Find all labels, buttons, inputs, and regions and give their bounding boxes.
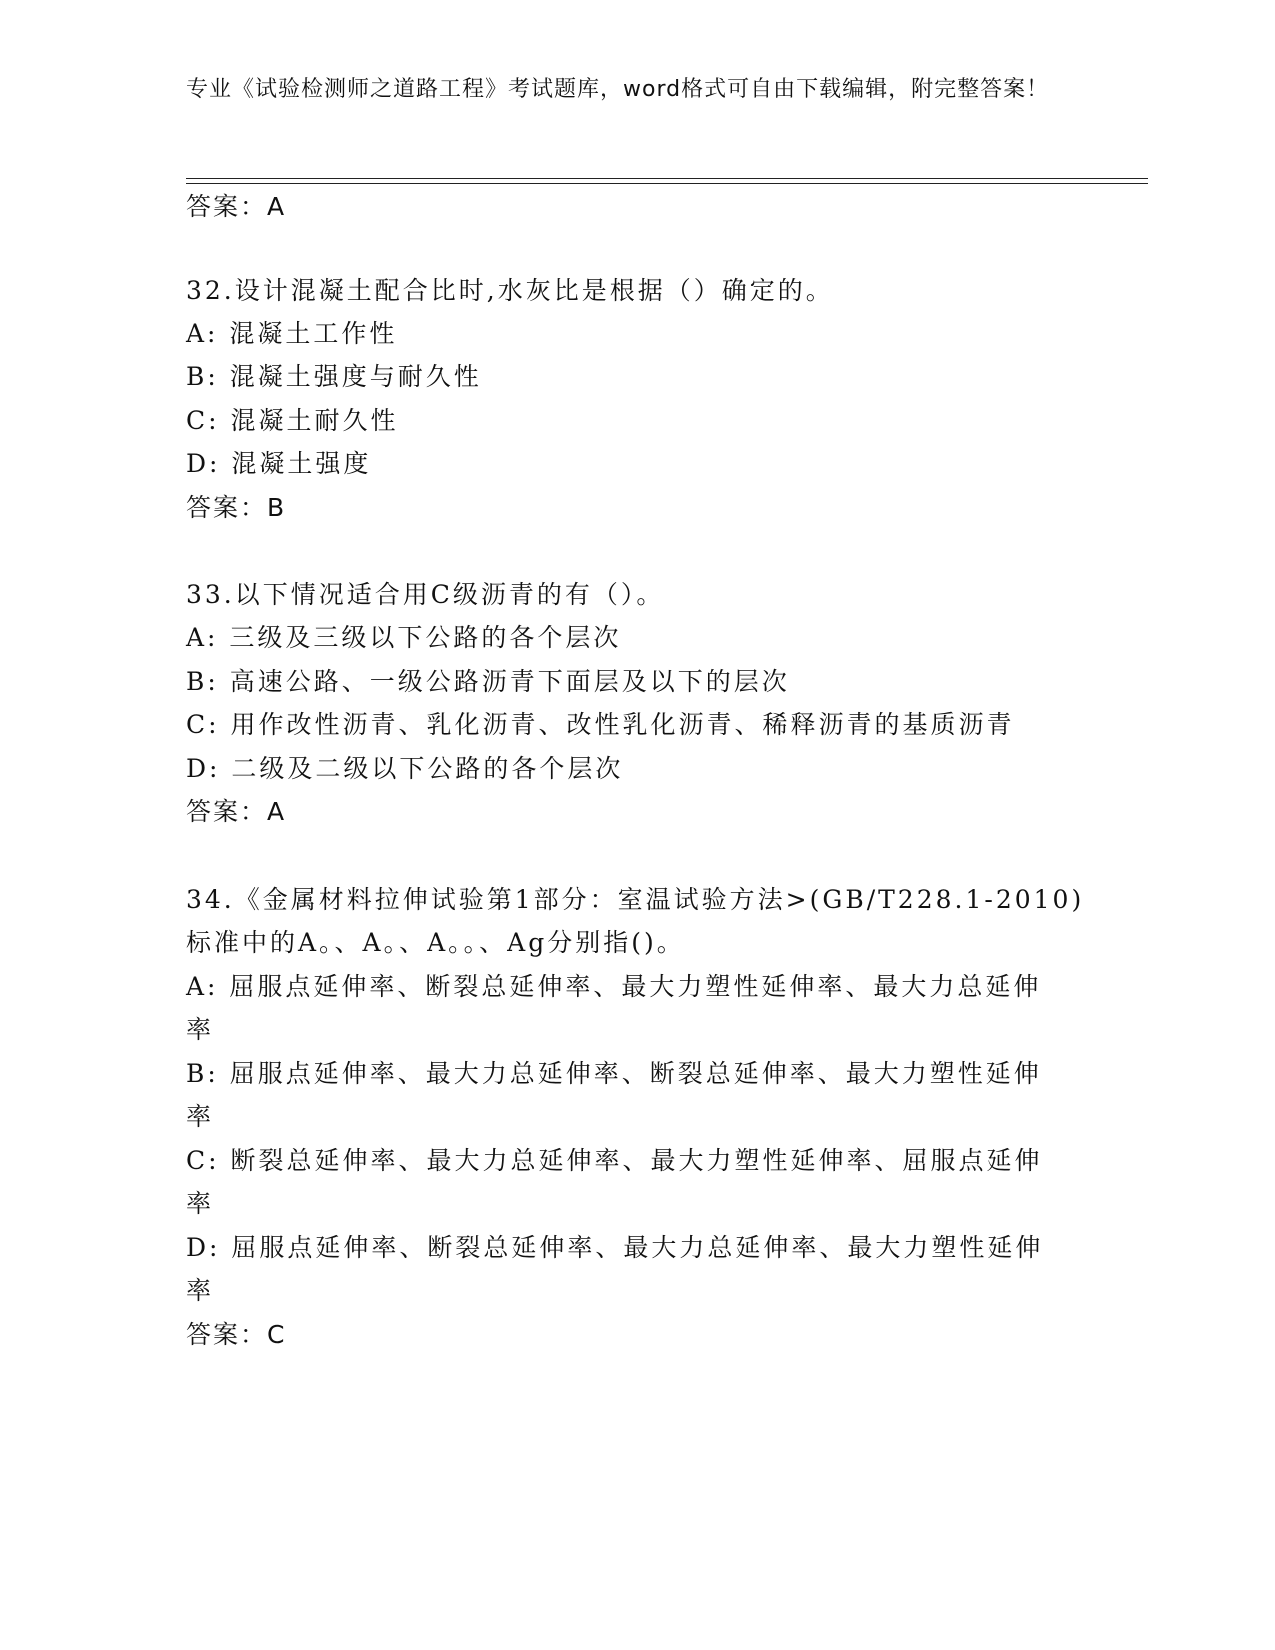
question-32-option-c: C: 混凝土耐久性: [186, 406, 399, 435]
answer-31: 答案：A: [186, 192, 287, 221]
question-34-option-d-line-2: 率: [186, 1276, 215, 1305]
question-32-option-b: B: 混凝土强度与耐久性: [186, 362, 482, 391]
answer-34: 答案：C: [186, 1320, 287, 1349]
question-34-option-c-line-2: 率: [186, 1189, 215, 1218]
question-34-stem-line-2: 标准中的A。、A。、A。。、Ag分别指()。: [186, 928, 685, 957]
question-34-stem-line-1: 34.《金属材料拉伸试验第1部分：室温试验方法>(GB/T228.1-2010): [186, 885, 1085, 914]
answer-33: 答案：A: [186, 797, 287, 826]
question-34-option-d-line-1: D: 屈服点延伸率、断裂总延伸率、最大力总延伸率、最大力塑性延伸: [186, 1233, 1044, 1262]
question-34-option-a-line-1: A: 屈服点延伸率、断裂总延伸率、最大力塑性延伸率、最大力总延伸: [186, 972, 1042, 1001]
question-32-option-d: D: 混凝土强度: [186, 449, 372, 478]
question-33-option-b: B: 高速公路、一级公路沥青下面层及以下的层次: [186, 667, 790, 696]
question-33-option-d: D: 二级及二级以下公路的各个层次: [186, 754, 624, 783]
answer-32: 答案：B: [186, 493, 287, 522]
question-32-option-a: A: 混凝土工作性: [186, 319, 398, 348]
question-33-stem: 33.以下情况适合用C级沥青的有（）。: [186, 580, 665, 609]
question-32-stem: 32.设计混凝土配合比时,水灰比是根据（）确定的。: [186, 276, 834, 305]
question-34-option-c-line-1: C: 断裂总延伸率、最大力总延伸率、最大力塑性延伸率、屈服点延伸: [186, 1146, 1043, 1175]
header-divider-bottom: [186, 183, 1148, 184]
question-34-option-a-line-2: 率: [186, 1015, 215, 1044]
question-34-option-b-line-1: B: 屈服点延伸率、最大力总延伸率、断裂总延伸率、最大力塑性延伸: [186, 1059, 1042, 1088]
question-33-option-c: C: 用作改性沥青、乳化沥青、改性乳化沥青、稀释沥青的基质沥青: [186, 710, 1015, 739]
header-divider-top: [186, 178, 1148, 179]
question-33-option-a: A: 三级及三级以下公路的各个层次: [186, 623, 622, 652]
document-header: 专业《试验检测师之道路工程》考试题库，word格式可自由下载编辑，附完整答案！: [186, 77, 1050, 102]
question-34-option-b-line-2: 率: [186, 1102, 215, 1131]
